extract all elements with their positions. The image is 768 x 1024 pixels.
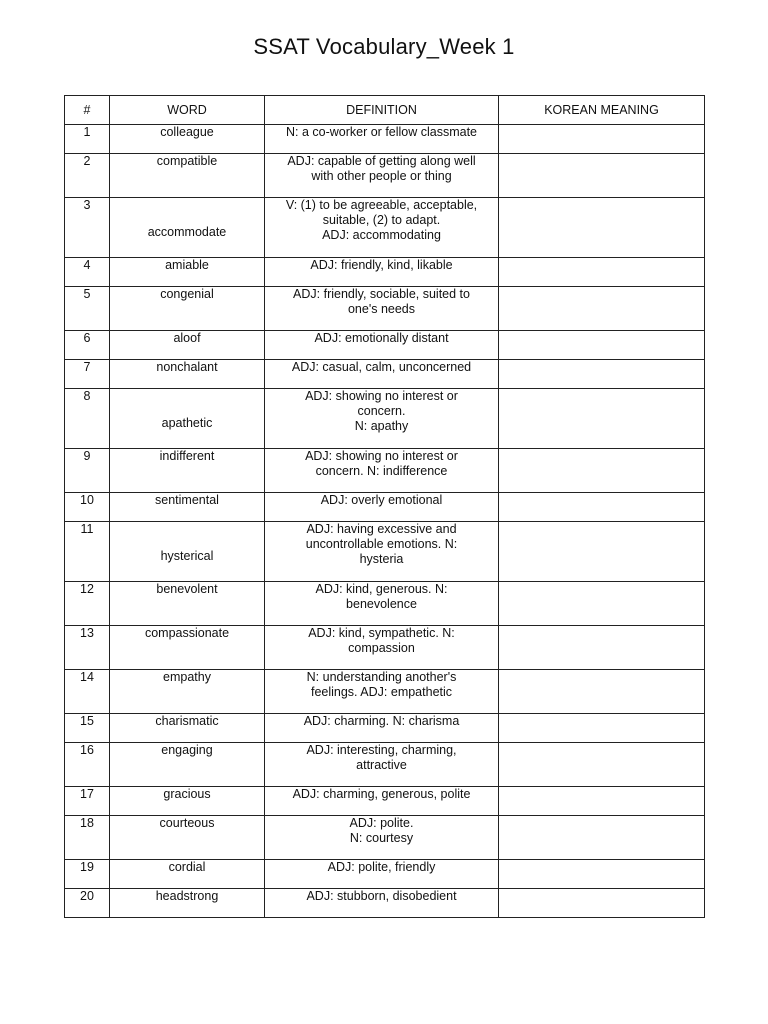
- table-row: [65, 670, 705, 714]
- korean-meaning-cell[interactable]: [499, 360, 705, 389]
- vocab-word: aloof: [110, 331, 265, 360]
- definition-cell: [265, 889, 499, 918]
- definition-cell: [265, 670, 499, 714]
- table-row: [65, 389, 705, 449]
- definition-line: ADJ: casual, calm, unconcerned: [291, 360, 472, 374]
- table-row: [65, 449, 705, 493]
- vocabulary-table: [64, 95, 705, 918]
- definition-line: ADJ: kind, sympathetic. N:: [308, 626, 455, 640]
- korean-meaning-cell[interactable]: [499, 714, 705, 743]
- row-number: 16: [65, 743, 110, 787]
- vocab-word: engaging: [110, 743, 265, 787]
- vocab-word: benevolent: [110, 582, 265, 626]
- definition-cell: [265, 360, 499, 389]
- vocab-word: compassionate: [110, 626, 265, 670]
- vocab-word: amiable: [110, 258, 265, 287]
- vocab-word: charismatic: [110, 714, 265, 743]
- definition-cell: [265, 449, 499, 493]
- table-header-row: [65, 96, 705, 125]
- korean-meaning-cell[interactable]: [499, 125, 705, 154]
- table-row: [65, 860, 705, 889]
- row-number: 3: [65, 198, 110, 258]
- definition-cell: [265, 714, 499, 743]
- table-row: [65, 331, 705, 360]
- definition-cell: [265, 389, 499, 449]
- page-title: SSAT Vocabulary_Week 1: [253, 34, 515, 59]
- vocab-word: sentimental: [110, 493, 265, 522]
- korean-meaning-cell[interactable]: [499, 493, 705, 522]
- korean-meaning-cell[interactable]: [499, 198, 705, 258]
- vocab-word: gracious: [110, 787, 265, 816]
- row-number: 15: [65, 714, 110, 743]
- table-body: [65, 125, 705, 918]
- definition-cell: [265, 258, 499, 287]
- korean-meaning-cell[interactable]: [499, 787, 705, 816]
- column-header-definition: DEFINITION: [265, 96, 499, 125]
- definition-line: ADJ: friendly, sociable, suited to: [293, 287, 470, 301]
- definition-line: ADJ: capable of getting along well: [287, 154, 476, 168]
- table-row: [65, 743, 705, 787]
- definition-line: ADJ: polite.: [349, 816, 414, 830]
- row-number: 1: [65, 125, 110, 154]
- definition-line: concern.: [357, 404, 406, 418]
- korean-meaning-cell[interactable]: [499, 522, 705, 582]
- table-row: [65, 816, 705, 860]
- definition-line: ADJ: friendly, kind, likable: [310, 258, 453, 272]
- definition-line: feelings. ADJ: empathetic: [310, 685, 453, 699]
- definition-cell: [265, 787, 499, 816]
- korean-meaning-cell[interactable]: [499, 154, 705, 198]
- korean-meaning-cell[interactable]: [499, 860, 705, 889]
- definition-line: ADJ: showing no interest or: [305, 389, 458, 403]
- vocab-word: courteous: [110, 816, 265, 860]
- definition-line: ADJ: overly emotional: [320, 493, 443, 507]
- korean-meaning-cell[interactable]: [499, 889, 705, 918]
- row-number: 11: [65, 522, 110, 582]
- korean-meaning-cell[interactable]: [499, 670, 705, 714]
- vocab-word: hysterical: [110, 522, 265, 582]
- table-row: [65, 493, 705, 522]
- row-number: 9: [65, 449, 110, 493]
- korean-meaning-cell[interactable]: [499, 816, 705, 860]
- row-number: 4: [65, 258, 110, 287]
- definition-cell: [265, 626, 499, 670]
- definition-line: ADJ: showing no interest or: [305, 449, 458, 463]
- column-header-number: #: [65, 96, 110, 125]
- definition-cell: [265, 331, 499, 360]
- definition-cell: [265, 287, 499, 331]
- korean-meaning-cell[interactable]: [499, 582, 705, 626]
- definition-line: N: courtesy: [349, 831, 414, 845]
- table-row: [65, 125, 705, 154]
- row-number: 10: [65, 493, 110, 522]
- row-number: 5: [65, 287, 110, 331]
- vocab-word: cordial: [110, 860, 265, 889]
- table-row: [65, 287, 705, 331]
- definition-cell: [265, 816, 499, 860]
- vocab-word: apathetic: [110, 389, 265, 449]
- korean-meaning-cell[interactable]: [499, 258, 705, 287]
- vocab-word: indifferent: [110, 449, 265, 493]
- definition-line: ADJ: emotionally distant: [314, 331, 449, 345]
- column-header-word: WORD: [110, 96, 265, 125]
- definition-cell: [265, 522, 499, 582]
- row-number: 20: [65, 889, 110, 918]
- table-row: [65, 582, 705, 626]
- vocab-word: compatible: [110, 154, 265, 198]
- definition-line: ADJ: having excessive and: [306, 522, 457, 536]
- definition-line: compassion: [348, 641, 415, 655]
- definition-line: hysteria: [359, 552, 404, 566]
- table-row: [65, 714, 705, 743]
- definition-cell: [265, 860, 499, 889]
- definition-line: N: a co-worker or fellow classmate: [285, 125, 478, 139]
- vocab-word: accommodate: [110, 198, 265, 258]
- korean-meaning-cell[interactable]: [499, 389, 705, 449]
- row-number: 7: [65, 360, 110, 389]
- korean-meaning-cell[interactable]: [499, 331, 705, 360]
- table-row: [65, 154, 705, 198]
- definition-cell: [265, 743, 499, 787]
- definition-line: with other people or thing: [311, 169, 452, 183]
- definition-line: suitable, (2) to adapt.: [322, 213, 441, 227]
- definition-cell: [265, 125, 499, 154]
- definition-line: ADJ: polite, friendly: [327, 860, 436, 874]
- definition-line: ADJ: charming. N: charisma: [303, 714, 460, 728]
- definition-line: ADJ: interesting, charming,: [306, 743, 457, 757]
- row-number: 2: [65, 154, 110, 198]
- korean-meaning-cell[interactable]: [499, 626, 705, 670]
- definition-line: ADJ: stubborn, disobedient: [306, 889, 457, 903]
- table-row: [65, 626, 705, 670]
- definition-line: one's needs: [347, 302, 416, 316]
- korean-meaning-cell[interactable]: [499, 743, 705, 787]
- row-number: 12: [65, 582, 110, 626]
- table-row: [65, 889, 705, 918]
- vocab-word: nonchalant: [110, 360, 265, 389]
- row-number: 8: [65, 389, 110, 449]
- definition-line: N: apathy: [354, 419, 409, 433]
- table-row: [65, 198, 705, 258]
- vocab-word: congenial: [110, 287, 265, 331]
- table-row: [65, 258, 705, 287]
- definition-line: ADJ: kind, generous. N:: [315, 582, 448, 596]
- row-number: 6: [65, 331, 110, 360]
- row-number: 19: [65, 860, 110, 889]
- definition-cell: [265, 493, 499, 522]
- definition-line: N: understanding another's: [306, 670, 457, 684]
- vocab-word: empathy: [110, 670, 265, 714]
- vocab-word: colleague: [110, 125, 265, 154]
- definition-line: benevolence: [346, 597, 417, 611]
- row-number: 17: [65, 787, 110, 816]
- row-number: 13: [65, 626, 110, 670]
- definition-cell: [265, 198, 499, 258]
- korean-meaning-cell[interactable]: [499, 287, 705, 331]
- table-row: [65, 787, 705, 816]
- definition-line: attractive: [356, 758, 407, 772]
- vocab-word: headstrong: [110, 889, 265, 918]
- definition-line: V: (1) to be agreeable, acceptable,: [285, 198, 478, 212]
- definition-line: ADJ: charming, generous, polite: [292, 787, 471, 801]
- table-row: [65, 522, 705, 582]
- row-number: 18: [65, 816, 110, 860]
- korean-meaning-cell[interactable]: [499, 449, 705, 493]
- row-number: 14: [65, 670, 110, 714]
- definition-cell: [265, 154, 499, 198]
- definition-line: concern. N: indifference: [315, 464, 448, 478]
- column-header-korean-meaning: KOREAN MEANING: [499, 96, 705, 125]
- definition-cell: [265, 582, 499, 626]
- definition-line: ADJ: accommodating: [322, 228, 441, 242]
- definition-line: uncontrollable emotions. N:: [305, 537, 458, 551]
- table-row: [65, 360, 705, 389]
